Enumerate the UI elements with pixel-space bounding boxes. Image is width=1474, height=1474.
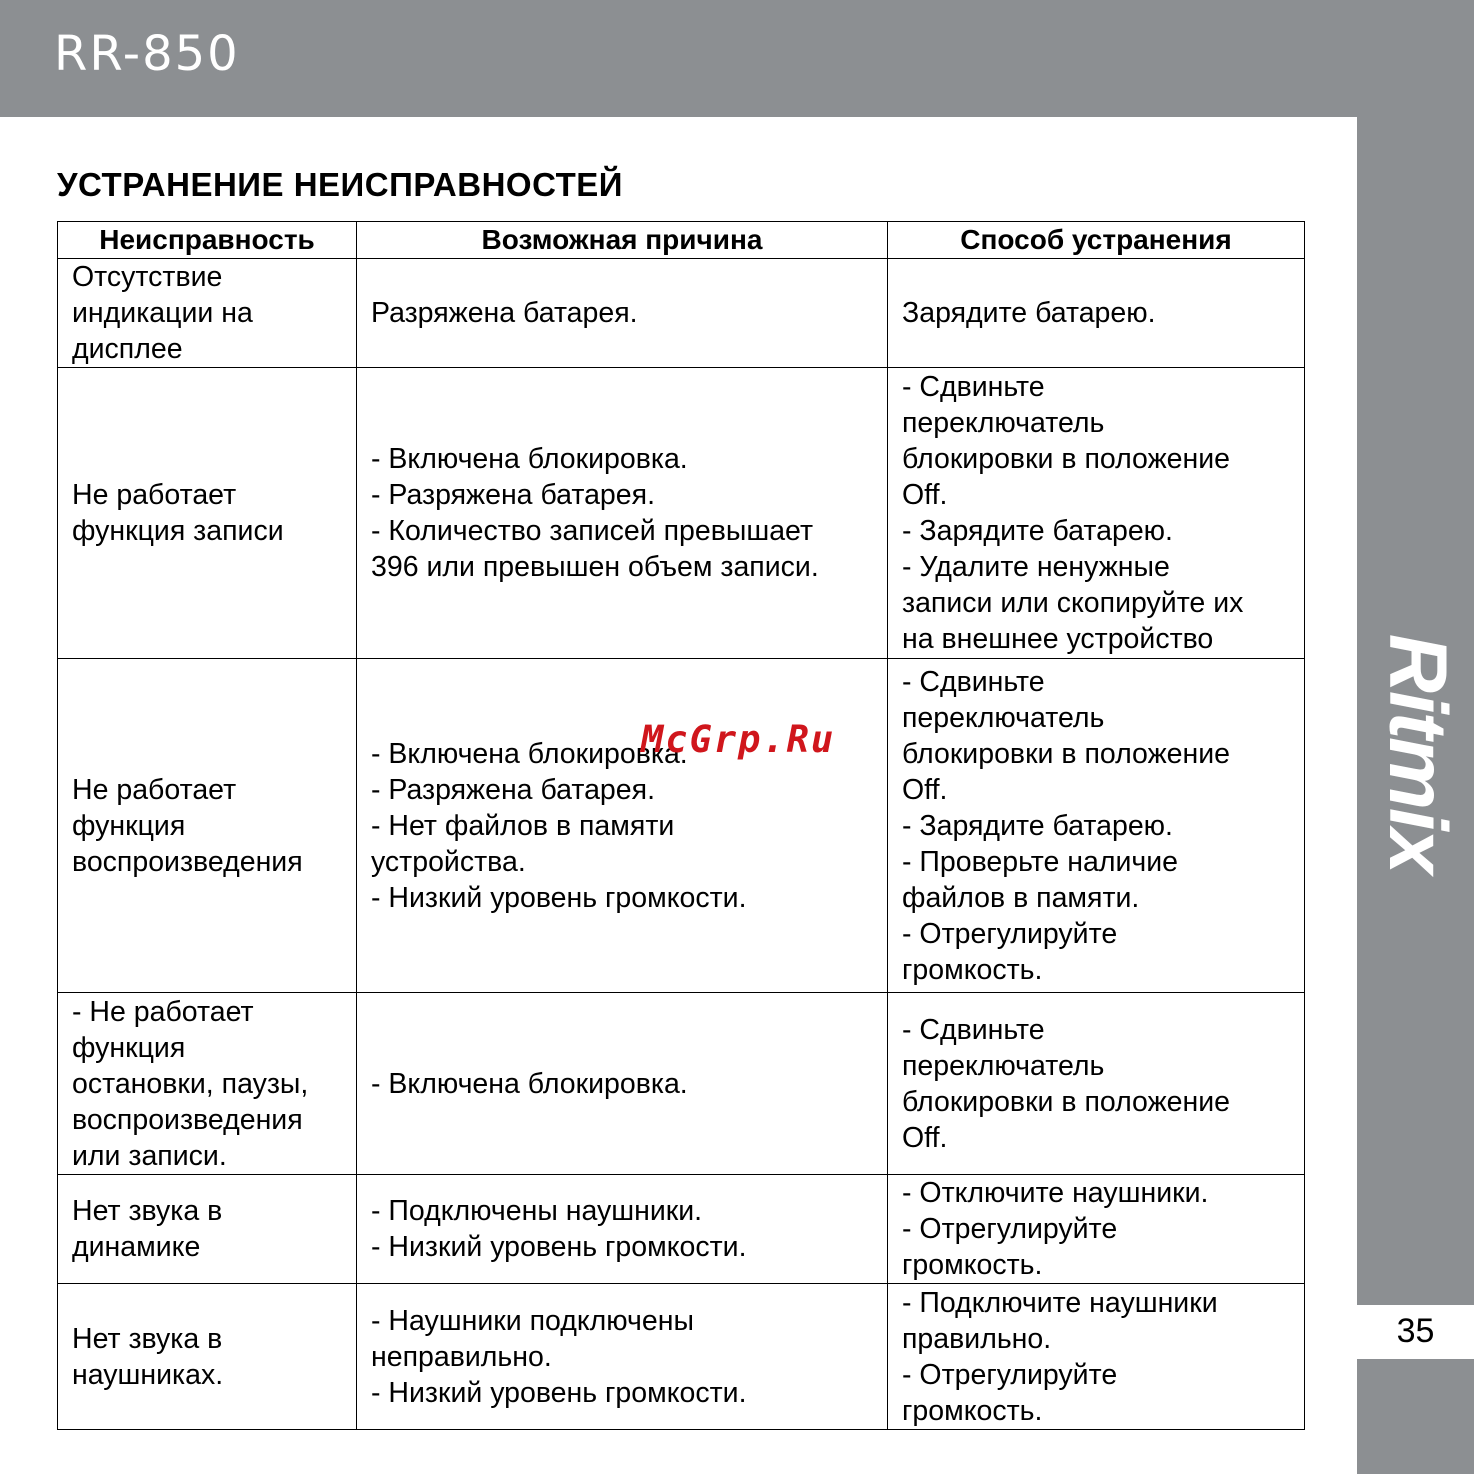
cell-line: функция bbox=[72, 1031, 186, 1064]
cell-line: громкость. bbox=[902, 1394, 1043, 1427]
cell-line: - Сдвиньте bbox=[902, 665, 1045, 698]
header-fix: Способ устранения bbox=[888, 222, 1305, 259]
fault-cell bbox=[58, 368, 357, 659]
cell-line: воспроизведения bbox=[72, 845, 303, 878]
cell-line: - Отрегулируйте bbox=[902, 917, 1118, 950]
cell-line: - Наушники подключены bbox=[371, 1304, 694, 1337]
cell-line: - Включена блокировка. bbox=[371, 1067, 688, 1100]
table-row bbox=[58, 993, 1305, 1175]
cell-line: - Зарядите батарею. bbox=[902, 809, 1173, 842]
cell-line: Off. bbox=[902, 773, 948, 806]
cell-line: - Разряжена батарея. bbox=[371, 479, 655, 511]
cause-cell bbox=[357, 993, 888, 1175]
model-name: RR-850 bbox=[54, 26, 240, 82]
cell-line: переключатель bbox=[902, 701, 1105, 734]
cell-line: Нет звука в bbox=[72, 1322, 223, 1355]
cell-line: воспроизведения bbox=[72, 1103, 303, 1136]
cell-line: функция bbox=[72, 809, 186, 842]
cell-line: Не работает bbox=[72, 773, 237, 806]
cause-cell bbox=[357, 368, 888, 659]
cell-line: дисплее bbox=[72, 333, 183, 365]
cell-line: Разряжена батарея. bbox=[371, 297, 638, 329]
cell-line: - Подключите наушники bbox=[902, 1286, 1218, 1319]
header-cause: Возможная причина bbox=[357, 222, 888, 259]
cell-line: - Количество записей превышает bbox=[371, 515, 814, 547]
fix-cell bbox=[888, 368, 1305, 659]
cell-line: функция записи bbox=[72, 515, 284, 547]
cell-line: Зарядите батарею. bbox=[902, 297, 1156, 329]
cell-line: громкость. bbox=[902, 1249, 1043, 1281]
cell-line: правильно. bbox=[902, 1322, 1052, 1355]
fault-cell bbox=[58, 259, 357, 368]
cell-line: - Низкий уровень громкости. bbox=[371, 1376, 747, 1409]
page-number: 35 bbox=[1396, 1312, 1435, 1350]
cell-line: блокировки в положение bbox=[902, 737, 1231, 770]
cause-cell bbox=[357, 1284, 888, 1430]
cell-line: - Низкий уровень громкости. bbox=[371, 1231, 747, 1263]
fix-cell bbox=[888, 1175, 1305, 1284]
cell-line: Отсутствие bbox=[72, 261, 223, 293]
fault-cell bbox=[58, 993, 357, 1175]
cell-line: блокировки в положение bbox=[902, 443, 1231, 475]
cell-line: - Нет файлов в памяти bbox=[371, 809, 675, 842]
watermark: McGrp.Ru bbox=[641, 718, 836, 761]
table-row bbox=[58, 659, 1305, 993]
cell-line: или записи. bbox=[72, 1139, 227, 1172]
cause-cell bbox=[357, 1175, 888, 1284]
fault-cell bbox=[58, 1284, 357, 1430]
cell-line: Нет звука в bbox=[72, 1195, 223, 1227]
cell-line: - Низкий уровень громкости. bbox=[371, 881, 747, 914]
cell-line: Off. bbox=[902, 1121, 948, 1154]
fault-cell bbox=[58, 659, 357, 993]
section-title: УСТРАНЕНИЕ НЕИСПРАВНОСТЕЙ bbox=[57, 166, 623, 203]
fix-cell bbox=[888, 993, 1305, 1175]
cell-line: - Сдвиньте bbox=[902, 371, 1045, 403]
table-row bbox=[58, 368, 1305, 659]
cell-line: переключатель bbox=[902, 407, 1105, 439]
cell-line: - Удалите ненужные bbox=[902, 551, 1170, 583]
fix-cell bbox=[888, 659, 1305, 993]
fix-cell bbox=[888, 259, 1305, 368]
cell-line: - Сдвиньте bbox=[902, 1013, 1045, 1046]
cell-line: файлов в памяти. bbox=[902, 881, 1140, 914]
cell-line: - Разряжена батарея. bbox=[371, 773, 655, 806]
cell-line: - Не работает bbox=[72, 995, 254, 1028]
troubleshooting-table bbox=[57, 221, 1305, 1430]
table-row bbox=[58, 1284, 1305, 1430]
cell-line: Off. bbox=[902, 479, 948, 511]
cell-line: неправильно. bbox=[371, 1340, 552, 1373]
cell-line: динамике bbox=[72, 1231, 201, 1263]
cell-line: записи или скопируйте их bbox=[902, 587, 1244, 619]
cell-line: 396 или превышен объем записи. bbox=[371, 551, 819, 583]
cell-line: индикации на bbox=[72, 297, 253, 329]
cell-line: Не работает bbox=[72, 479, 237, 511]
cell-line: на внешнее устройство bbox=[902, 623, 1214, 655]
cell-line: - Отключите наушники. bbox=[902, 1177, 1209, 1209]
cell-line: устройства. bbox=[371, 845, 526, 878]
cell-line: - Включена блокировка. bbox=[371, 737, 688, 770]
cell-line: - Отрегулируйте bbox=[902, 1358, 1118, 1391]
header-fault: Неисправность bbox=[58, 222, 357, 259]
cell-line: громкость. bbox=[902, 953, 1043, 986]
ritmix-logo-text: Ritmix bbox=[1372, 633, 1463, 873]
cell-line: наушниках. bbox=[72, 1358, 224, 1391]
table-header-row bbox=[58, 222, 1305, 259]
cell-line: переключатель bbox=[902, 1049, 1105, 1082]
cell-line: - Включена блокировка. bbox=[371, 443, 688, 475]
cell-line: - Зарядите батарею. bbox=[902, 515, 1173, 547]
fix-cell bbox=[888, 1284, 1305, 1430]
cause-cell bbox=[357, 259, 888, 368]
cell-line: - Подключены наушники. bbox=[371, 1195, 703, 1227]
cell-line: - Проверьте наличие bbox=[902, 845, 1178, 878]
table-row bbox=[58, 1175, 1305, 1284]
ritmix-logo bbox=[1367, 633, 1467, 873]
cell-line: - Отрегулируйте bbox=[902, 1213, 1118, 1245]
table-row bbox=[58, 259, 1305, 368]
fault-cell bbox=[58, 1175, 357, 1284]
cell-line: остановки, паузы, bbox=[72, 1067, 309, 1100]
cause-cell bbox=[357, 659, 888, 993]
cell-line: блокировки в положение bbox=[902, 1085, 1231, 1118]
